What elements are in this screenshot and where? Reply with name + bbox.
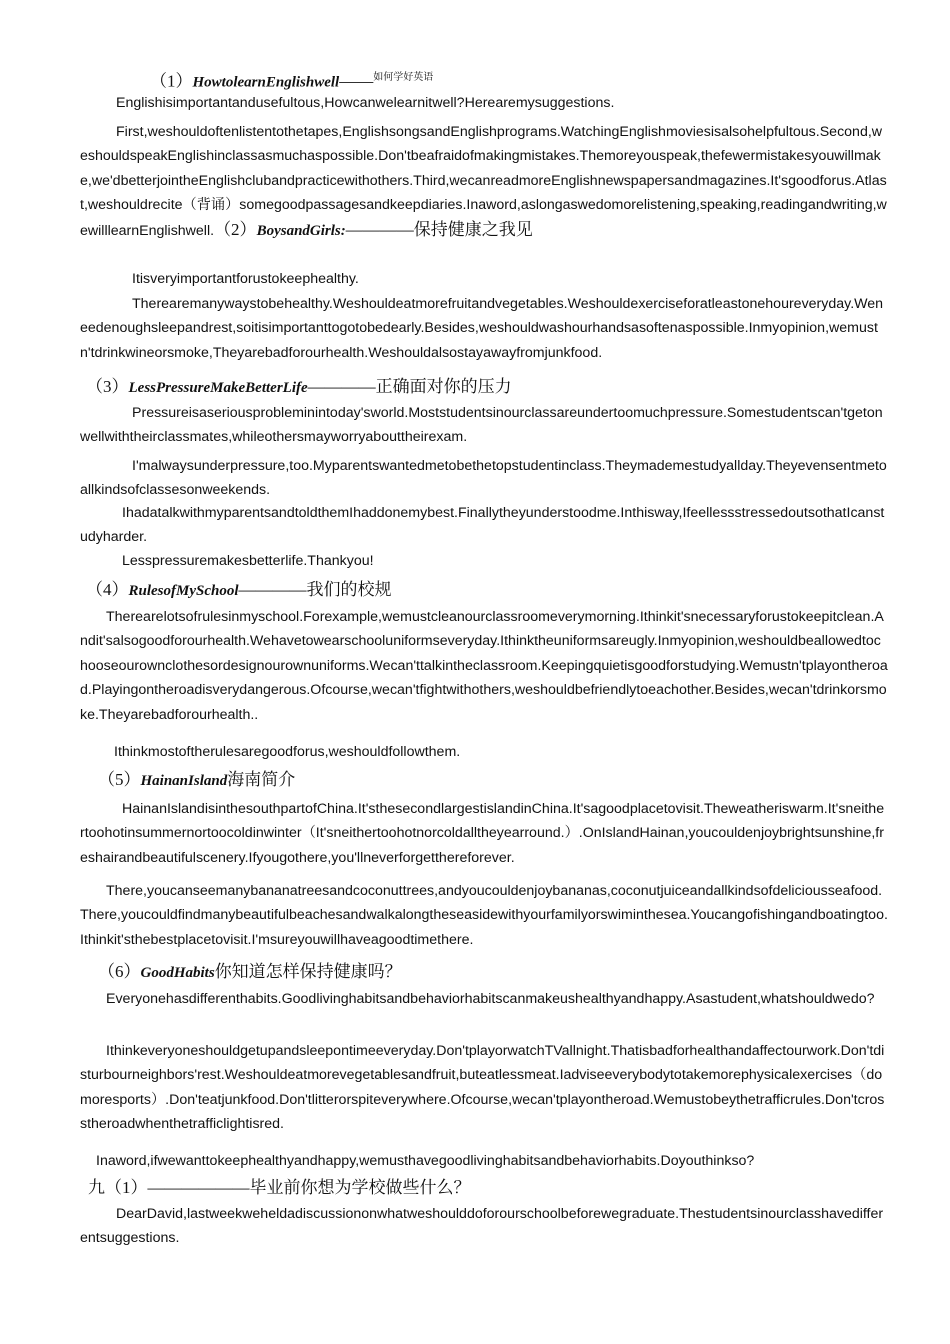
- s4-paragraph-1: Therearelotsofrulesinmyschool.Forexample,wemustcleanourclassroomeverymorning.Ithinkit'snecessaryforustokeepitclean.Andit'salsogoodforourhealth.Wehavetowearschooluniformseveryday.Ithinktheuniformsareugly.Inmyopinion,weshouldbeallowedtochooseourownclothesordesignourownuniforms.Wecan'ttalkintheclassroom.Keepingquietisgoodforstudying.Wemustn'tplayontheroad.Playingontheroadisverydangerous.Ofcourse,wecan'tfightwithothers,weshouldbefriendlytoeachother.Besides,wecan'tdrinkorsmoke.Theyarebadforourhealth..: [80, 609, 888, 723]
- s2-paragraph-1: Itisveryimportantforustokeephealthy.: [132, 271, 359, 287]
- s3-paragraph-2: I'malwaysunderpressure,too.Myparentswantedmetobethetopstudentinclass.Theymademestudyallday.Theyevensentmetoallkindsofclassesonweekends.: [80, 458, 887, 499]
- section-6-heading: （6）GoodHabits你知道怎样保持健康吗？: [98, 962, 402, 981]
- s5-paragraph-2: There,youcanseemanybananatreesandcoconuttrees,andyoucouldenjoybananas,coconutjuiceandallkindsofdeliciousseafood.There,youcouldfindmanybeautifulbeachesandwalkalongtheseasidewithyourfamilyorswiminthesea.Youcangofishingandboatingtoo.Ithinkit'sthebestplacetovisit.I'msureyouwillhaveagoodtimethere.: [80, 883, 888, 948]
- s6-paragraph-2: Ithinkeveryoneshouldgetupandsleepontimeeveryday.Don'tplayorwatchTVallnight.Thatisbadforhealthandaffectourwork.Don'tdisturbourneighbors'rest.Weshouldeatmorevegetablesandfruit,buteatlessmeat.Iadviseeverybodytotakemorephysicalexercises（domoresports）.Don'teatjunkfood.Don'tlitterorspiteverywhere.Ofcourse,wecan'tplayontheroad.Wemustobeythetrafficrules.Don'tcrosstheroadwhenthetrafficlightisred.: [80, 1043, 885, 1133]
- section-9-heading: 九（1）——————毕业前你想为学校做些什么？: [88, 1178, 471, 1197]
- s2-paragraph-2: Therearemanywaystobehealthy.Weshouldeatmorefruitandvegetables.Weshouldexerciseforatleastonehoureveryday.Weneedenoughsleepandrest,soitisimportanttogotobedearly.Besides,weshouldwashourhandsasoftenaspossible.Inmyopinion,wemustn'tdrinkwineorsmoke,Theyarebadforourhealth.Weshouldalsostayawayfromjunkfood.: [80, 296, 884, 361]
- section-3-heading: （3）LessPressureMakeBetterLife————正确面对你的压力: [86, 377, 512, 396]
- s6-paragraph-1: Everyonehasdifferenthabits.Goodlivinghabitsandbehaviorhabitscanmakeushealthyandhappy.Asastudent,whatshouldwedo?: [106, 991, 875, 1007]
- section-5-heading: （5）HainanIsland海南简介: [98, 770, 296, 789]
- s5-paragraph-1: HainanIslandisinthesouthpartofChina.It'sthesecondlargestislandinChina.It'sagoodplacetovisit.Theweatheriswarm.It'sneithertoohotinsummernortoocoldinwinter（It'sneithertoohotnorcoldalltheyearround.）.OnIslandHainan,youcouldenjoybrightsunshine,freshairandbeautifulscenery.Ifyougothere,you'llneverforgetthereforever.: [80, 801, 885, 866]
- section-2-heading: （2）BoysandGirls:————保持健康之我见: [214, 219, 533, 239]
- s3-paragraph-3: IhadatalkwithmyparentsandtoldthemIhaddonemybest.Finallytheyunderstoodme.Inthisway,IfeellessstressedoutsothatIcanstudyharder.: [80, 505, 885, 546]
- s9-paragraph-1: DearDavid,lastweekweheldadiscussiononwhatweshoulddoforourschoolbeforewegraduate.Thestudentsinourclasshavedifferentsuggestions.: [80, 1206, 884, 1247]
- s1-paragraph-2: First,weshouldoftenlistentothetapes,EnglishsongsandEnglishprograms.WatchingEnglishmoviesisalsohelpfultous.Second,weshouldspeakEnglishinclassasmuchaspossible.Don'tbeafraidofmakingmistakes.Themoreyouspeak,thefewermistakesyouwillmake,we'dbetterjointheEnglishclubandpracticewithothers.Third,wecanreadmoreEnglishnewspapersandmagazines.It'sgoodforus.Atlast,weshouldrecite（背诵）somegoodpassagesandkeepdiaries.Inaword,aslongaswedomorelistening,speaking,readingandwriting,wewilllearnEnglishwell.（2）BoysandGirls:————保持健康之我见: [80, 124, 887, 239]
- s4-paragraph-2: Ithinkmostoftherulesaregoodforus,weshouldfollowthem.: [114, 744, 461, 760]
- s3-paragraph-1: Pressureisaseriousprobleminintoday'sworld.Moststudentsinourclassareundertoomuchpressure.Somestudentscan'tgetonwellwiththeirclassmates,whileothersmayworryabouttheirexam.: [80, 405, 883, 446]
- section-4-heading: （4）RulesofMySchool————我们的校规: [86, 580, 392, 599]
- section-1-heading: （1）HowtolearnEnglishwell——$^{如何学好英语}$: [150, 71, 434, 91]
- s6-paragraph-3: Inaword,ifwewanttokeephealthyandhappy,wemusthavegoodlivinghabitsandbehaviorhabits.Doyouthinkso?: [96, 1153, 755, 1169]
- s1-paragraph-1: Englishisimportantandusefultous,Howcanwelearnitwell?Herearemysuggestions.: [116, 95, 615, 111]
- s3-paragraph-4: Lesspressuremakesbetterlife.Thankyou!: [122, 553, 374, 569]
